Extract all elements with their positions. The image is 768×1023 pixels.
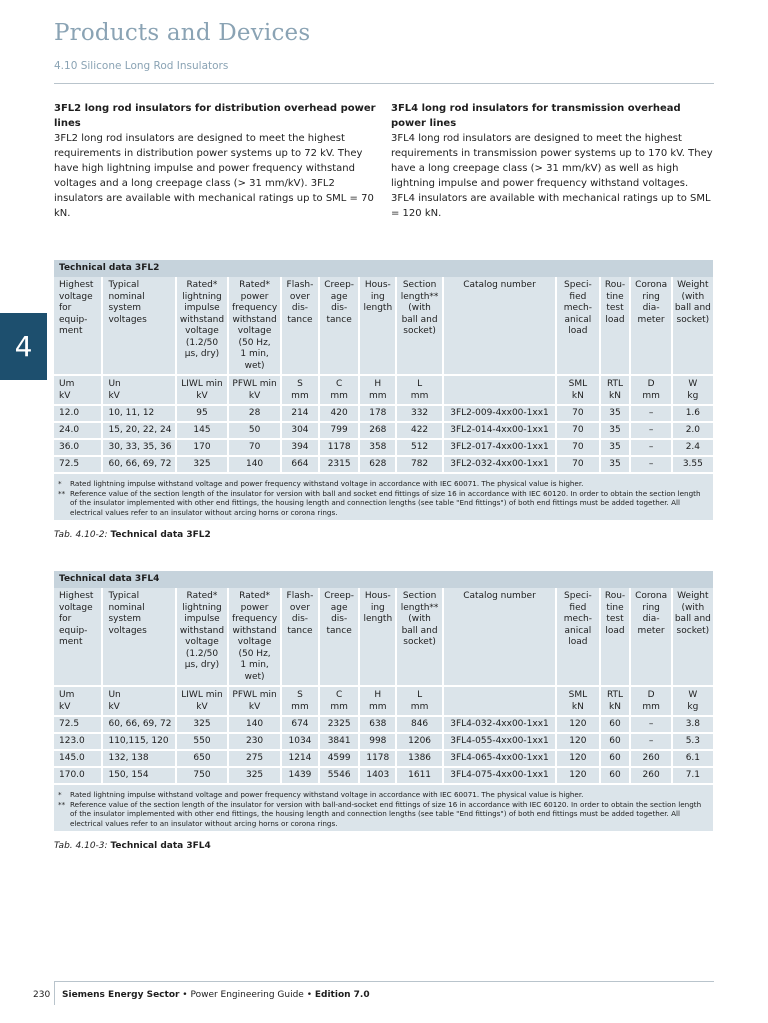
- cell-pfwl: 70: [228, 439, 281, 456]
- col-header-flashover-distance: Flash- over dis- tance: [281, 588, 319, 686]
- table-row: [54, 733, 713, 750]
- cell-housing-length: 1178: [359, 750, 396, 767]
- footnote-text: Reference value of the section length of the insulator for version with ball-and-socket end fittings of size 16 in accordance with IEC 60120. In order to obtain the section length of the insulator implemented with other end fittings, the housing length and connection lengths (see table "End fittings") of both end fittings must be added together. All electrical values refer to an insulator without arcing horns or corona rings.: [70, 799, 702, 828]
- table-label-title: Technical data 3FL2: [110, 530, 211, 540]
- footnote-text: Reference value of the section length of the insulator for version with ball and socket end fittings of size 16 in accordance with IEC 60120. In order to obtain the section length of the insulator implemented with other end fittings, the housing length and connection lengths (see table "End fittings") of both end fittings must be added together. All electrical values refer to an insulator without arcing horns or corona rings.: [70, 488, 701, 517]
- intro-heading-3fl2: 3FL2 long rod insulators for distribution overhead power lines: [54, 103, 376, 129]
- data-table: [54, 588, 713, 783]
- cell-flashover-distance: 674: [281, 716, 319, 733]
- footnote: [58, 489, 707, 518]
- cell-flashover-distance: 304: [281, 422, 319, 439]
- cell-section-length: 1206: [396, 733, 442, 750]
- cell-nominal-voltages: 150, 154: [102, 767, 175, 783]
- cell-nominal-voltages: 15, 20, 22, 24: [102, 422, 175, 439]
- unit-liwl: LIWL min kV: [176, 375, 229, 405]
- cell-nominal-voltages: 10, 11, 12: [102, 405, 175, 422]
- col-header-creepage-distance: Creep- age dis- tance: [319, 277, 359, 375]
- cell-sml: 70: [556, 456, 599, 472]
- cell-highest-voltage: 24.0: [54, 422, 102, 439]
- cell-creepage-distance: 799: [319, 422, 359, 439]
- cell-sml: 120: [556, 767, 599, 783]
- unit-flashover-distance: S mm: [281, 686, 319, 716]
- col-header-nominal-voltages: Typical nominal system voltages: [102, 277, 175, 375]
- cell-catalog-number: 3FL4-075-4xx00-1xx1: [443, 767, 556, 783]
- page-number: 230: [33, 990, 51, 1000]
- unit-housing-length: H mm: [359, 375, 396, 405]
- footer-edition: Edition 7.0: [314, 990, 370, 1000]
- cell-catalog-number: 3FL2-014-4xx00-1xx1: [443, 422, 556, 439]
- table-row: [54, 456, 713, 472]
- table-label-title: Technical data 3FL4: [110, 841, 211, 851]
- cell-section-length: 782: [396, 456, 442, 472]
- cell-rtl: 35: [600, 405, 631, 422]
- cell-flashover-distance: 394: [281, 439, 319, 456]
- cell-liwl: 325: [176, 456, 229, 472]
- footnote-text: Rated lightning impulse withstand voltage and power frequency withstand voltage in accordance with IEC 60071. The physical value is higher.: [70, 790, 584, 799]
- cell-highest-voltage: 36.0: [54, 439, 102, 456]
- unit-rtl: RTL kN: [600, 375, 631, 405]
- table-label-number: Tab. 4.10-2:: [54, 530, 108, 540]
- unit-creepage-distance: C mm: [319, 375, 359, 405]
- col-header-liwl: Rated* lightning impulse withstand voltage (1.2/50 µs, dry): [176, 277, 229, 375]
- unit-creepage-distance: C mm: [319, 686, 359, 716]
- unit-rtl: RTL kN: [600, 686, 631, 716]
- footnote: [58, 790, 707, 800]
- cell-weight: 6.1: [672, 750, 713, 767]
- cell-weight: 3.8: [672, 716, 713, 733]
- cell-highest-voltage: 72.5: [54, 716, 102, 733]
- footer-divider: [54, 981, 714, 982]
- col-header-housing-length: Hous- ing length: [359, 588, 396, 686]
- table-row: [54, 405, 713, 422]
- col-header-sml: Speci- fied mech- anical load: [556, 588, 599, 686]
- unit-nominal-voltages: Un kV: [102, 686, 175, 716]
- cell-sml: 70: [556, 422, 599, 439]
- unit-liwl: LIWL min kV: [176, 686, 229, 716]
- cell-sml: 70: [556, 439, 599, 456]
- unit-corona-ring-diameter: D mm: [630, 375, 671, 405]
- unit-sml: SML kN: [556, 375, 599, 405]
- cell-liwl: 145: [176, 422, 229, 439]
- unit-pfwl: PFWL min kV: [228, 375, 281, 405]
- cell-catalog-number: 3FL2-032-4xx00-1xx1: [443, 456, 556, 472]
- unit-section-length: L mm: [396, 375, 442, 405]
- cell-liwl: 95: [176, 405, 229, 422]
- units-row: [54, 686, 713, 716]
- header-row: [54, 277, 713, 375]
- table-caption: Technical data 3FL2: [54, 260, 713, 277]
- unit-sml: SML kN: [556, 686, 599, 716]
- cell-highest-voltage: 72.5: [54, 456, 102, 472]
- page-title: Products and Devices: [54, 20, 311, 46]
- footnote: [58, 800, 707, 829]
- chapter-tab: 4: [0, 313, 47, 380]
- cell-creepage-distance: 420: [319, 405, 359, 422]
- cell-rtl: 35: [600, 456, 631, 472]
- cell-nominal-voltages: 30, 33, 35, 36: [102, 439, 175, 456]
- table-row: [54, 767, 713, 783]
- cell-rtl: 60: [600, 750, 631, 767]
- unit-highest-voltage: Um kV: [54, 686, 102, 716]
- unit-weight: W kg: [672, 375, 713, 405]
- col-header-weight: Weight (with ball and socket): [674, 591, 711, 636]
- cell-sml: 120: [556, 733, 599, 750]
- intro-body-3fl4: 3FL4 long rod insulators are designed to meet the highest requirements in transmission power systems up to 170 kV. They have a long creepage class (> 31 mm/kV) as well as high lightning impulse and power frequency withstand voltages. 3FL4 insulators are available with mechanical ratings up to SML = 120 kN.: [391, 133, 713, 219]
- cell-pfwl: 230: [228, 733, 281, 750]
- cell-sml: 120: [556, 750, 599, 767]
- col-header-rtl: Rou- tine test load: [600, 588, 631, 686]
- intro-column-3fl4: [391, 101, 715, 221]
- cell-sml: 120: [556, 716, 599, 733]
- footer-vertical-divider: [54, 981, 55, 1005]
- table-row: [54, 750, 713, 767]
- unit-catalog-number: [443, 375, 556, 405]
- table-caption: Technical data 3FL4: [54, 571, 713, 588]
- cell-pfwl: 28: [228, 405, 281, 422]
- col-header-catalog-number: Catalog number: [443, 277, 556, 375]
- cell-housing-length: 358: [359, 439, 396, 456]
- cell-catalog-number: 3FL2-009-4xx00-1xx1: [443, 405, 556, 422]
- cell-liwl: 550: [176, 733, 229, 750]
- cell-catalog-number: 3FL4-032-4xx00-1xx1: [443, 716, 556, 733]
- cell-rtl: 60: [600, 733, 631, 750]
- footnote-text: Rated lightning impulse withstand voltage and power frequency withstand voltage in accordance with IEC 60071. The physical value is higher.: [70, 479, 584, 488]
- cell-weight: 2.4: [672, 439, 713, 456]
- footnote: [58, 479, 707, 489]
- col-header-section-length: Section length** (with ball and socket): [396, 277, 442, 375]
- footnote-mark: *: [58, 479, 62, 488]
- footer-publisher: Siemens Energy Sector: [62, 990, 180, 1000]
- cell-section-length: 846: [396, 716, 442, 733]
- cell-highest-voltage: 12.0: [54, 405, 102, 422]
- header-row: [54, 588, 713, 686]
- col-header-corona-ring-diameter: Corona ring dia- meter: [630, 588, 671, 686]
- cell-sml: 70: [556, 405, 599, 422]
- table-label: [54, 840, 713, 852]
- cell-corona-ring-diameter: 260: [630, 750, 671, 767]
- unit-weight: W kg: [672, 686, 713, 716]
- table-label-number: Tab. 4.10-3:: [54, 841, 108, 851]
- cell-section-length: 332: [396, 405, 442, 422]
- cell-corona-ring-diameter: –: [630, 439, 671, 456]
- cell-housing-length: 1403: [359, 767, 396, 783]
- unit-flashover-distance: S mm: [281, 375, 319, 405]
- cell-creepage-distance: 4599: [319, 750, 359, 767]
- col-header-creepage-distance: Creep- age dis- tance: [319, 588, 359, 686]
- cell-housing-length: 998: [359, 733, 396, 750]
- cell-creepage-distance: 2325: [319, 716, 359, 733]
- cell-highest-voltage: 123.0: [54, 733, 102, 750]
- col-header-highest-voltage: Highest voltage for equip- ment: [54, 588, 102, 686]
- cell-pfwl: 325: [228, 767, 281, 783]
- table-row: [54, 439, 713, 456]
- cell-corona-ring-diameter: 260: [630, 767, 671, 783]
- cell-housing-length: 638: [359, 716, 396, 733]
- col-header-highest-voltage: Highest voltage for equip- ment: [54, 277, 102, 375]
- col-header-pfwl: Rated* power frequency withstand voltage (50 Hz, 1 min, wet): [228, 277, 281, 375]
- footer-text: [62, 990, 370, 1000]
- cell-catalog-number: 3FL2-017-4xx00-1xx1: [443, 439, 556, 456]
- cell-weight: 1.6: [672, 405, 713, 422]
- cell-flashover-distance: 1439: [281, 767, 319, 783]
- col-header-flashover-distance: Flash- over dis- tance: [281, 277, 319, 375]
- cell-housing-length: 268: [359, 422, 396, 439]
- cell-creepage-distance: 5546: [319, 767, 359, 783]
- cell-creepage-distance: 1178: [319, 439, 359, 456]
- cell-section-length: 422: [396, 422, 442, 439]
- cell-liwl: 750: [176, 767, 229, 783]
- cell-liwl: 650: [176, 750, 229, 767]
- cell-section-length: 1386: [396, 750, 442, 767]
- cell-creepage-distance: 3841: [319, 733, 359, 750]
- cell-section-length: 512: [396, 439, 442, 456]
- unit-corona-ring-diameter: D mm: [630, 686, 671, 716]
- cell-rtl: 35: [600, 422, 631, 439]
- cell-weight: 7.1: [672, 767, 713, 783]
- cell-pfwl: 50: [228, 422, 281, 439]
- cell-highest-voltage: 170.0: [54, 767, 102, 783]
- cell-pfwl: 140: [228, 456, 281, 472]
- technical-data-3fl4: [54, 571, 713, 852]
- cell-catalog-number: 3FL4-065-4xx00-1xx1: [443, 750, 556, 767]
- cell-liwl: 325: [176, 716, 229, 733]
- cell-corona-ring-diameter: –: [630, 422, 671, 439]
- unit-nominal-voltages: Un kV: [102, 375, 175, 405]
- footnote-mark: **: [58, 488, 66, 498]
- col-header-pfwl: Rated* power frequency withstand voltage (50 Hz, 1 min, wet): [228, 588, 281, 686]
- footer-guide: Power Engineering Guide: [190, 990, 304, 1000]
- cell-nominal-voltages: 60, 66, 69, 72: [102, 716, 175, 733]
- footer-separator: •: [303, 990, 315, 1000]
- cell-creepage-distance: 2315: [319, 456, 359, 472]
- cell-housing-length: 628: [359, 456, 396, 472]
- cell-flashover-distance: 664: [281, 456, 319, 472]
- cell-weight: 5.3: [672, 733, 713, 750]
- cell-rtl: 60: [600, 767, 631, 783]
- cell-section-length: 1611: [396, 767, 442, 783]
- cell-pfwl: 275: [228, 750, 281, 767]
- table-footnotes: [54, 472, 713, 520]
- col-header-sml: Speci- fied mech- anical load: [556, 277, 599, 375]
- unit-housing-length: H mm: [359, 686, 396, 716]
- col-header-housing-length: Hous- ing length: [359, 277, 396, 375]
- table-row: [54, 422, 713, 439]
- cell-corona-ring-diameter: –: [630, 456, 671, 472]
- col-header-catalog-number: Catalog number: [443, 588, 556, 686]
- col-header-weight: Weight (with ball and socket): [674, 280, 711, 325]
- cell-weight: 3.55: [672, 456, 713, 472]
- unit-pfwl: PFWL min kV: [228, 686, 281, 716]
- col-header-corona-ring-diameter: Corona ring dia- meter: [630, 277, 671, 375]
- section-subtitle: 4.10 Silicone Long Rod Insulators: [54, 60, 229, 72]
- col-header-liwl: Rated* lightning impulse withstand voltage (1.2/50 µs, dry): [176, 588, 229, 686]
- cell-nominal-voltages: 60, 66, 69, 72: [102, 456, 175, 472]
- cell-catalog-number: 3FL4-055-4xx00-1xx1: [443, 733, 556, 750]
- unit-catalog-number: [443, 686, 556, 716]
- technical-data-3fl2: [54, 260, 713, 541]
- col-header-nominal-voltages: Typical nominal system voltages: [102, 588, 175, 686]
- units-row: [54, 375, 713, 405]
- intro-body-3fl2: 3FL2 long rod insulators are designed to meet the highest requirements in distribution power systems up to 72 kV. They have high lightning impulse and power frequency withstand voltages and a long creepage class (> 31 mm/kV). 3FL2 insulators are available with mechanical ratings up to SML = 70 kN.: [54, 133, 374, 219]
- intro-heading-3fl4: 3FL4 long rod insulators for transmission overhead power lines: [391, 103, 681, 129]
- table-label: [54, 529, 713, 541]
- unit-highest-voltage: Um kV: [54, 375, 102, 405]
- cell-liwl: 170: [176, 439, 229, 456]
- footer-separator: •: [179, 990, 191, 1000]
- header-divider: [54, 83, 714, 84]
- cell-corona-ring-diameter: –: [630, 733, 671, 750]
- cell-weight: 2.0: [672, 422, 713, 439]
- col-header-section-length: Section length** (with ball and socket): [396, 588, 442, 686]
- unit-section-length: L mm: [396, 686, 442, 716]
- table-row: [54, 716, 713, 733]
- intro-column-3fl2: [54, 101, 378, 221]
- cell-rtl: 60: [600, 716, 631, 733]
- cell-corona-ring-diameter: –: [630, 405, 671, 422]
- footnote-mark: *: [58, 790, 62, 799]
- cell-rtl: 35: [600, 439, 631, 456]
- cell-nominal-voltages: 110,115, 120: [102, 733, 175, 750]
- cell-pfwl: 140: [228, 716, 281, 733]
- cell-nominal-voltages: 132, 138: [102, 750, 175, 767]
- cell-corona-ring-diameter: –: [630, 716, 671, 733]
- table-footnotes: [54, 783, 713, 831]
- cell-flashover-distance: 1034: [281, 733, 319, 750]
- col-header-rtl: Rou- tine test load: [600, 277, 631, 375]
- cell-highest-voltage: 145.0: [54, 750, 102, 767]
- cell-housing-length: 178: [359, 405, 396, 422]
- footnote-mark: **: [58, 799, 66, 809]
- data-table: [54, 277, 713, 472]
- cell-flashover-distance: 1214: [281, 750, 319, 767]
- cell-flashover-distance: 214: [281, 405, 319, 422]
